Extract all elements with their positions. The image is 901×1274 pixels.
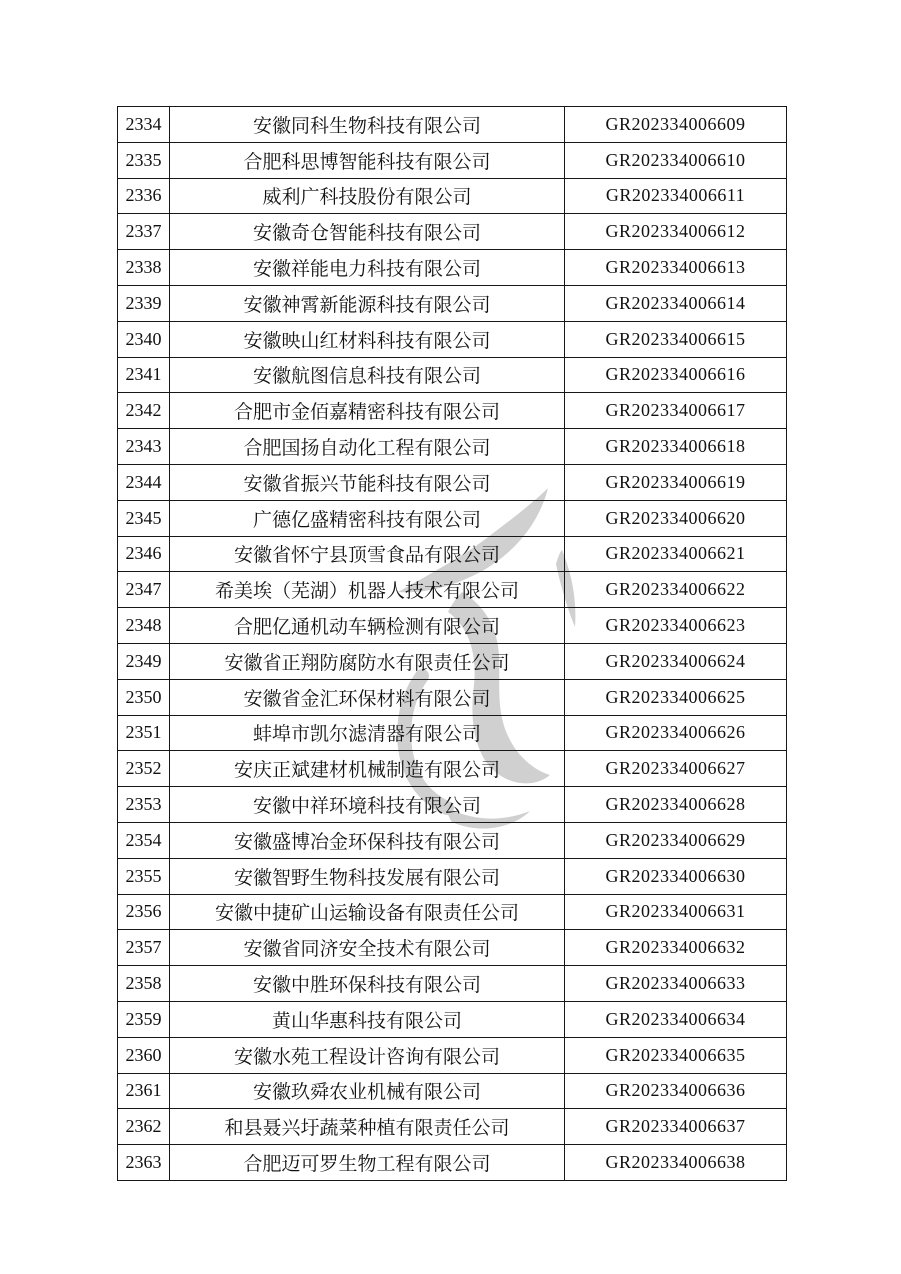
company-cell: 合肥迈可罗生物工程有限公司 xyxy=(170,1145,565,1181)
code-cell: GR202334006625 xyxy=(565,679,787,715)
serial-cell: 2352 xyxy=(118,751,170,787)
serial-cell: 2354 xyxy=(118,822,170,858)
company-cell: 安徽中胜环保科技有限公司 xyxy=(170,966,565,1002)
company-cell: 合肥亿通机动车辆检测有限公司 xyxy=(170,608,565,644)
table-row xyxy=(118,285,787,321)
serial-cell: 2341 xyxy=(118,357,170,393)
serial-cell: 2347 xyxy=(118,572,170,608)
code-cell: GR202334006611 xyxy=(565,178,787,214)
company-cell: 黄山华惠科技有限公司 xyxy=(170,1001,565,1037)
company-cell: 安徽祥能电力科技有限公司 xyxy=(170,250,565,286)
table-row xyxy=(118,429,787,465)
code-cell: GR202334006617 xyxy=(565,393,787,429)
serial-cell: 2360 xyxy=(118,1037,170,1073)
table-row xyxy=(118,608,787,644)
table-row xyxy=(118,500,787,536)
company-cell: 合肥科思博智能科技有限公司 xyxy=(170,142,565,178)
serial-cell: 2346 xyxy=(118,536,170,572)
table-row xyxy=(118,536,787,572)
code-cell: GR202334006616 xyxy=(565,357,787,393)
table-row xyxy=(118,643,787,679)
serial-cell: 2338 xyxy=(118,250,170,286)
code-cell: GR202334006612 xyxy=(565,214,787,250)
code-cell: GR202334006632 xyxy=(565,930,787,966)
serial-cell: 2358 xyxy=(118,966,170,1002)
company-cell: 安徽映山红材料科技有限公司 xyxy=(170,321,565,357)
code-cell: GR202334006615 xyxy=(565,321,787,357)
code-cell: GR202334006637 xyxy=(565,1109,787,1145)
serial-cell: 2353 xyxy=(118,787,170,823)
table-row xyxy=(118,572,787,608)
company-cell: 威利广科技股份有限公司 xyxy=(170,178,565,214)
table-row xyxy=(118,393,787,429)
serial-cell: 2340 xyxy=(118,321,170,357)
code-cell: GR202334006610 xyxy=(565,142,787,178)
serial-cell: 2334 xyxy=(118,107,170,143)
code-cell: GR202334006627 xyxy=(565,751,787,787)
code-cell: GR202334006633 xyxy=(565,966,787,1002)
table-row xyxy=(118,357,787,393)
company-cell: 和县聂兴圩蔬菜种植有限责任公司 xyxy=(170,1109,565,1145)
serial-cell: 2361 xyxy=(118,1073,170,1109)
serial-cell: 2351 xyxy=(118,715,170,751)
code-cell: GR202334006618 xyxy=(565,429,787,465)
company-cell: 安徽智野生物科技发展有限公司 xyxy=(170,858,565,894)
company-cell: 安徽省同济安全技术有限公司 xyxy=(170,930,565,966)
table-row xyxy=(118,822,787,858)
company-cell: 合肥国扬自动化工程有限公司 xyxy=(170,429,565,465)
code-cell: GR202334006631 xyxy=(565,894,787,930)
code-cell: GR202334006638 xyxy=(565,1145,787,1181)
code-cell: GR202334006630 xyxy=(565,858,787,894)
table-row xyxy=(118,1109,787,1145)
code-cell: GR202334006613 xyxy=(565,250,787,286)
code-cell: GR202334006629 xyxy=(565,822,787,858)
serial-cell: 2343 xyxy=(118,429,170,465)
code-cell: GR202334006636 xyxy=(565,1073,787,1109)
table-row xyxy=(118,321,787,357)
company-cell: 安徽中祥环境科技有限公司 xyxy=(170,787,565,823)
table-row xyxy=(118,966,787,1002)
code-cell: GR202334006624 xyxy=(565,643,787,679)
company-cell: 合肥市金佰嘉精密科技有限公司 xyxy=(170,393,565,429)
company-cell: 安徽省怀宁县顶雪食品有限公司 xyxy=(170,536,565,572)
company-cell: 安徽奇仓智能科技有限公司 xyxy=(170,214,565,250)
company-cell: 安徽水苑工程设计咨询有限公司 xyxy=(170,1037,565,1073)
company-cell: 安徽中捷矿山运输设备有限责任公司 xyxy=(170,894,565,930)
code-cell: GR202334006634 xyxy=(565,1001,787,1037)
serial-cell: 2350 xyxy=(118,679,170,715)
company-cell: 安徽同科生物科技有限公司 xyxy=(170,107,565,143)
table-row xyxy=(118,679,787,715)
serial-cell: 2362 xyxy=(118,1109,170,1145)
company-cell: 安徽省振兴节能科技有限公司 xyxy=(170,464,565,500)
company-roster-table xyxy=(117,106,787,1181)
company-cell: 安庆正斌建材机械制造有限公司 xyxy=(170,751,565,787)
serial-cell: 2339 xyxy=(118,285,170,321)
serial-cell: 2344 xyxy=(118,464,170,500)
company-cell: 安徽玖舜农业机械有限公司 xyxy=(170,1073,565,1109)
table-row xyxy=(118,178,787,214)
table-row xyxy=(118,1037,787,1073)
code-cell: GR202334006623 xyxy=(565,608,787,644)
serial-cell: 2345 xyxy=(118,500,170,536)
code-cell: GR202334006621 xyxy=(565,536,787,572)
serial-cell: 2355 xyxy=(118,858,170,894)
company-cell: 广德亿盛精密科技有限公司 xyxy=(170,500,565,536)
code-cell: GR202334006628 xyxy=(565,787,787,823)
company-cell: 安徽省金汇环保材料有限公司 xyxy=(170,679,565,715)
table-row xyxy=(118,894,787,930)
company-cell: 蚌埠市凯尔滤清器有限公司 xyxy=(170,715,565,751)
company-cell: 安徽神霄新能源科技有限公司 xyxy=(170,285,565,321)
company-cell: 希美埃（芜湖）机器人技术有限公司 xyxy=(170,572,565,608)
code-cell: GR202334006626 xyxy=(565,715,787,751)
code-cell: GR202334006635 xyxy=(565,1037,787,1073)
serial-cell: 2337 xyxy=(118,214,170,250)
serial-cell: 2335 xyxy=(118,142,170,178)
serial-cell: 2342 xyxy=(118,393,170,429)
serial-cell: 2359 xyxy=(118,1001,170,1037)
table-row xyxy=(118,715,787,751)
company-cell: 安徽盛博冶金环保科技有限公司 xyxy=(170,822,565,858)
table-row xyxy=(118,787,787,823)
table-row xyxy=(118,751,787,787)
serial-cell: 2363 xyxy=(118,1145,170,1181)
code-cell: GR202334006609 xyxy=(565,107,787,143)
table-row xyxy=(118,858,787,894)
code-cell: GR202334006619 xyxy=(565,464,787,500)
serial-cell: 2356 xyxy=(118,894,170,930)
table-row xyxy=(118,107,787,143)
table-row xyxy=(118,214,787,250)
table-row xyxy=(118,250,787,286)
table-row xyxy=(118,1145,787,1181)
code-cell: GR202334006622 xyxy=(565,572,787,608)
serial-cell: 2349 xyxy=(118,643,170,679)
company-cell: 安徽航图信息科技有限公司 xyxy=(170,357,565,393)
table-row xyxy=(118,464,787,500)
serial-cell: 2357 xyxy=(118,930,170,966)
code-cell: GR202334006620 xyxy=(565,500,787,536)
table-row xyxy=(118,1001,787,1037)
code-cell: GR202334006614 xyxy=(565,285,787,321)
serial-cell: 2348 xyxy=(118,608,170,644)
company-cell: 安徽省正翔防腐防水有限责任公司 xyxy=(170,643,565,679)
table-row xyxy=(118,1073,787,1109)
table-row xyxy=(118,142,787,178)
roster-body xyxy=(118,107,787,1181)
table-row xyxy=(118,930,787,966)
serial-cell: 2336 xyxy=(118,178,170,214)
